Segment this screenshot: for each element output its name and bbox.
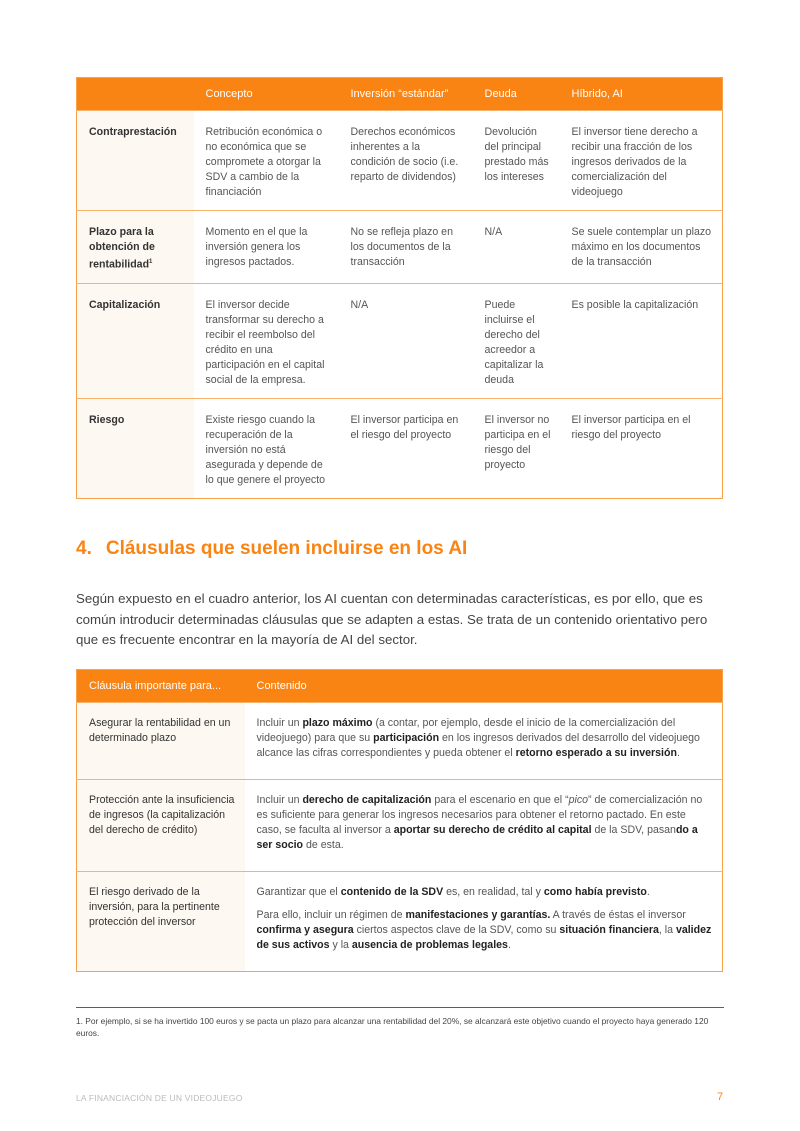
text-segment: y la: [329, 939, 352, 951]
text-segment: , la: [658, 924, 676, 936]
section-paragraph: Según expuesto en el cuadro anterior, los AI cuentan con determinadas características, es por ello, que es común introducir determinadas cláusulas que se adapten a estas. Se trata de un contenido orientativo pero que es frecuente encontrar en la mayoría de AI del sector.: [76, 591, 708, 647]
content-paragraph: [257, 885, 713, 900]
table-cell: El inversor tiene derecho a recibir una fracción de los ingresos derivados de la comercialización del videojuego: [560, 111, 723, 211]
table-cell: El inversor participa en el riesgo del proyecto: [560, 398, 723, 498]
text-segment: para el escenario en que el “: [431, 794, 569, 806]
text-segment: en los ingresos derivados del desarrollo del videojuego alcance las cifras correspondientes y pueda obtener el: [256, 732, 700, 759]
table-row: [77, 398, 723, 498]
text-segment: de esta.: [303, 839, 344, 851]
text-segment: .: [676, 747, 680, 759]
table-header: [77, 670, 723, 703]
emphasis-text: retorno esperado a su inversión: [515, 747, 677, 759]
row-label: Asegurar la rentabilidad en un determinado plazo: [77, 703, 245, 780]
header-cell: Híbrido, AI: [560, 78, 723, 111]
content-cell: [245, 703, 723, 780]
table-cell: Se suele contemplar un plazo máximo en los documentos de la transacción: [560, 211, 723, 284]
header-cell: Deuda: [473, 78, 560, 111]
row-label: [77, 211, 194, 284]
section-heading: [76, 538, 467, 560]
header-cell: [77, 78, 194, 111]
table-cell: El inversor participa en el riesgo del proyecto: [339, 398, 473, 498]
row-label-text: Plazo para la obtención de rentabilidad: [89, 226, 155, 271]
content-paragraph: [257, 793, 713, 853]
emphasis-text: participación: [373, 732, 440, 744]
content-cell: [245, 872, 723, 972]
table-cell: Existe riesgo cuando la recuperación de la inversión no está asegurada y depende de lo que genere el proyecto: [194, 398, 339, 498]
header-cell: Cláusula importante para...: [77, 670, 245, 703]
footnote: 1. Por ejemplo, si se ha invertido 100 euros y se pacta un plazo para alcanzar una rentabilidad del 20%, se alcanzará este objetivo cuando el proyecto haya generado 120 euros.: [76, 1016, 709, 1038]
section-number: 4.: [76, 538, 92, 559]
text-segment: Incluir un: [256, 794, 303, 806]
text-segment: ” de comercialización no es suficiente para generar los ingresos necesarios para obtener el retorno pactado. En este caso, se faculta al inversor a: [256, 794, 703, 836]
table-cell: El inversor decide transformar su derecho a recibir el reembolso del crédito en una participación en el capital social de la empresa.: [194, 283, 339, 398]
text-segment: Garantizar que el: [256, 886, 341, 898]
page-number: 7: [717, 1091, 724, 1103]
table-row: [77, 283, 723, 398]
emphasis-text: manifestaciones y garantías.: [405, 909, 551, 921]
table-row: [77, 780, 723, 872]
table-cell: N/A: [339, 283, 473, 398]
row-label: Protección ante la insuficiencia de ingresos (la capitalización del derecho de crédito): [77, 780, 245, 872]
text-segment: (a contar, por ejemplo, desde el inicio de la comercialización del videojuego) para que su: [256, 717, 676, 744]
table-cell: El inversor no participa en el riesgo del proyecto: [473, 398, 560, 498]
footnote-ref: 1: [149, 259, 153, 265]
emphasis-text: ausencia de problemas legales: [351, 939, 508, 951]
text-segment: A través de éstas el inversor: [550, 909, 686, 921]
content-paragraph: [257, 908, 713, 953]
table-row: [77, 111, 723, 211]
row-label-text: Capitalización: [89, 298, 161, 311]
comparison-table: [76, 77, 723, 499]
text-segment: ciertos aspectos clave de la SDV, como su: [353, 924, 560, 936]
table-row: [77, 703, 723, 780]
table-cell: Derechos económicos inherentes a la condición de socio (i.e. reparto de dividendos): [339, 111, 473, 211]
clauses-table: [76, 669, 723, 972]
text-segment: .: [507, 939, 511, 951]
row-label-text: Riesgo: [89, 413, 125, 426]
content-cell: [245, 780, 723, 872]
table-cell: N/A: [473, 211, 560, 284]
text-segment: Incluir un: [256, 717, 303, 729]
content-paragraph: [257, 716, 713, 761]
table-cell: Puede incluirse el derecho del acreedor a capitalizar la deuda: [473, 283, 560, 398]
header-cell: Concepto: [194, 78, 339, 111]
table-cell: No se refleja plazo en los documentos de la transacción: [339, 211, 473, 284]
footer-title: LA FINANCIACIÓN DE UN VIDEOJUEGO: [76, 1093, 243, 1103]
row-label: [77, 111, 194, 211]
table-cell: Devolución del principal prestado más los intereses: [473, 111, 560, 211]
emphasis-text: validez de sus activos: [256, 924, 712, 951]
emphasis-text: como había previsto: [543, 886, 647, 898]
row-label: El riesgo derivado de la inversión, para la pertinente protección del inversor: [77, 872, 245, 972]
row-label: [77, 283, 194, 398]
header-cell: Inversión “estándar”: [339, 78, 473, 111]
header-cell: Contenido: [245, 670, 723, 703]
table-cell: Retribución económica o no económica que se compromete a otorgar la SDV a cambio de la financiación: [194, 111, 339, 211]
table-cell: Momento en el que la inversión genera los ingresos pactados.: [194, 211, 339, 284]
table-row: [77, 211, 723, 284]
footnote-divider: [76, 1007, 724, 1008]
emphasis-text: do a ser socio: [256, 824, 698, 851]
text-segment: Para ello, incluir un régimen de: [256, 909, 406, 921]
text-segment: pico: [568, 794, 589, 806]
row-label-text: Contraprestación: [89, 126, 177, 138]
table-row: [77, 872, 723, 972]
section-title: Cláusulas que suelen incluirse en los AI: [105, 538, 468, 559]
emphasis-text: derecho de capitalización: [302, 794, 432, 806]
emphasis-text: aportar su derecho de crédito al capital: [393, 824, 592, 836]
text-segment: .: [646, 886, 650, 898]
table-header: [77, 78, 723, 111]
row-label: [77, 398, 194, 498]
emphasis-text: contenido de la SDV: [340, 886, 444, 898]
emphasis-text: confirma y asegura: [256, 924, 354, 936]
text-segment: es, en realidad, tal y: [443, 886, 544, 898]
emphasis-text: plazo máximo: [302, 717, 373, 729]
table-cell: Es posible la capitalización: [560, 283, 723, 398]
text-segment: de la SDV, pasan: [591, 824, 676, 836]
emphasis-text: situación financiera: [559, 924, 659, 936]
